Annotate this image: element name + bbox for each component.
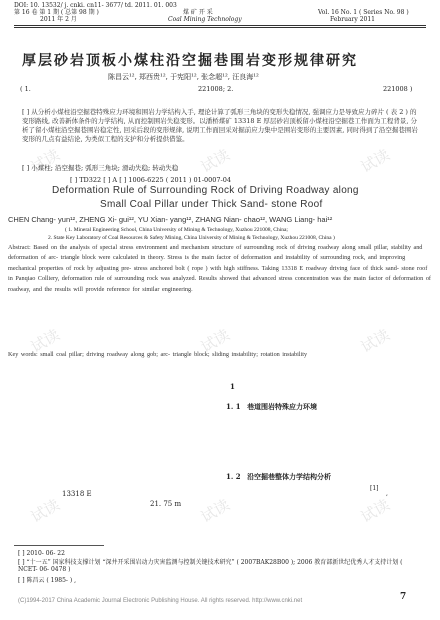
- abstract-cn-text: 从分析小煤柱沿空掘巷特殊应力环境和围岩力学结构入手, 理论计算了弧形三角块的变形失稳情况, 强调应力是导致应力碎片 ( 表 2 ) 的变形路线, 改善新体条件的力学结构, 从而控制围岩失稳变形。以潘桥煤矿 13318 E 厚层砂岩顶板留小煤柱沿空掘巷工作面为工程背景, 分析了留小煤柱沿空掘巷围岩稳定性, 回采后段的变形规律, 说明工作面回采对掘前应力集中是围岩变形的主要因素, 同时得到了沿空掘巷围岩变形的几点有益结论, 为类似工程的支护和分析提供借鉴。: [22, 108, 418, 143]
- keywords-en: Key words: small coal pillar; driving roadway along gob; arc- triangle block; sliding instability; rotation instability: [8, 351, 308, 358]
- page-number: 7: [400, 592, 407, 602]
- footnote-rule: [14, 545, 104, 546]
- footnote-author: [ ] 陈昌云 ( 1985- ) ,: [18, 577, 77, 584]
- body-text-ref: ,: [386, 490, 388, 497]
- header-rule: [14, 25, 426, 26]
- watermark-text: 试读: [27, 495, 63, 527]
- volume-line: 第 16 卷 第 1 期 ( 总第 98 期 ): [14, 9, 99, 16]
- doi-line: DOI: 10. 13532/ j. cnki. cn11- 3677/ td. 2011. 01. 003: [14, 2, 177, 9]
- section-heading: [226, 402, 317, 412]
- section-heading: [226, 472, 331, 482]
- paper-title-en: Small Coal Pillar under Thick Sand- stone Roof: [100, 199, 323, 210]
- keywords-cn: [ ] 小煤柱; 沿空掘巷; 弧形三角块; 滑动失稳; 转动失稳: [22, 164, 179, 172]
- section-title: 巷道围岩特殊应力环境: [247, 402, 318, 411]
- watermark-text: 试读: [357, 325, 393, 357]
- journal-name-cn: 煤 矿 开 采: [183, 9, 213, 16]
- watermark-text: 试读: [197, 495, 233, 527]
- abstract-cn: [22, 108, 420, 144]
- section-heading: 1: [230, 382, 235, 391]
- section-number: 1. 1: [226, 402, 241, 411]
- affiliation-cn: ( 1.: [20, 85, 31, 93]
- body-text-ref: 21. 75 m: [150, 500, 182, 508]
- footnote-fund: [ ] “十一五” 国家科技支撑计划 “深井开采围岩动力灾害监测与控制关键技术研究” ( 2007BAK28B00 ); 2006 教育部新世纪优秀人才支持计划 ( NCET- 06- 0478 ): [18, 559, 403, 573]
- header-rule: [14, 27, 426, 28]
- date-en: February 2011: [330, 16, 375, 23]
- date-line: 2011 年 2 月: [40, 16, 77, 23]
- abstract-en: Abstract: Based on the analysis of special stress environment and mechanism structure of surrounding rock of driving roadway along small pillar, stability and deformation of arc- triangle block were calculated in theory. Stress is the main factor of deformation and instability of surrounding rock, and improving mechanical properties of rock by adjusting pre- stress anchored bolt ( rope ) with high stiffness. Taking 13318 E roadway driving face of thick sand- stone roof in Panqiao Colliery, deformation rule of surrounding rock was analyzed. Results showed that advanced stress concentration was the main factor of deformation of roadway, and the results will provide reference for similar engineering.: [8, 244, 431, 293]
- paper-title-cn: 厚层砂岩顶板小煤柱沿空掘巷围岩变形规律研究: [22, 53, 358, 69]
- classification-line: [ ] TD322 [ ] A [ ] 1006-6225 ( 2011 ) 01-0007-04: [70, 176, 232, 184]
- affiliation-en: 2. State Key Laboratory of Coal Resources & Safety Mining, China University of Mining & Technology, Xuzhou 221008, China ): [48, 235, 335, 241]
- section-number: 1. 2: [226, 472, 241, 481]
- citation-mark: [1]: [370, 485, 379, 492]
- journal-name-en: Coal Mining Technology: [168, 16, 242, 23]
- section-title: 沿空掘巷整体力学结构分析: [247, 472, 332, 481]
- authors-en: CHEN Chang- yun¹², ZHENG Xi- gui¹², YU Xian- yang¹², ZHANG Nian- chao¹², WANG Liang- hai¹²: [8, 215, 333, 224]
- abstract-cn-label: [ ]: [22, 108, 30, 116]
- authors-cn: 陈昌云¹², 郑西贵¹², 于宪阳¹², 张念超¹², 汪良海¹²: [108, 73, 259, 81]
- watermark-text: 试读: [197, 325, 233, 357]
- paper-title-en: Deformation Rule of Surrounding Rock of Driving Roadway along: [52, 185, 359, 196]
- affiliation-cn: 221008 ): [383, 85, 413, 93]
- affiliation-cn: 221008; 2.: [198, 85, 234, 93]
- watermark-text: 试读: [27, 145, 63, 177]
- watermark-text: 试读: [197, 145, 233, 177]
- watermark-text: 试读: [357, 495, 393, 527]
- watermark-text: 试读: [357, 145, 393, 177]
- copyright-footer: (C)1994-2017 China Academic Journal Electronic Publishing House. All rights reserved. http://www.cnki.net: [18, 598, 303, 604]
- affiliation-en: ( 1. Mineral Engineering School, China University of Mining & Technology, Xuzhou 221008, China;: [65, 227, 288, 233]
- body-text-ref: 13318 E: [62, 490, 92, 498]
- volume-en: Vol. 16 No. 1 ( Series No. 98 ): [318, 9, 409, 16]
- watermark-text: 试读: [27, 325, 63, 357]
- footnote-received: [ ] 2010- 06- 22: [18, 550, 65, 557]
